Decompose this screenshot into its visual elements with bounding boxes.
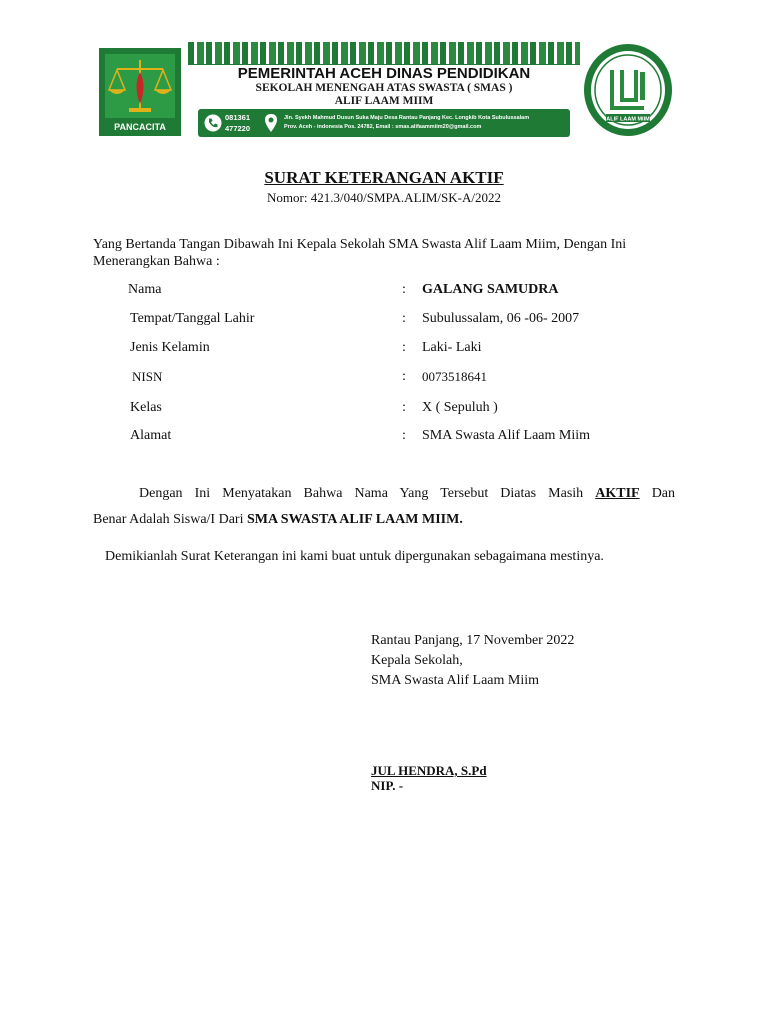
signer-name: JUL HENDRA, S.Pd (371, 763, 487, 778)
phone-icon (204, 114, 222, 132)
letterhead-center (188, 42, 580, 140)
statement-line1: Dengan Ini Menyatakan Bahwa Nama Yang Tersebut Diatas Masih AKTIF Dan (139, 486, 676, 501)
field-label-nisn: NISN (132, 369, 163, 384)
field-label-gender: Jenis Kelamin (130, 340, 210, 355)
school-address: Jln. Syekh Mahmud Dusun Suka Maju Desa Rantau Panjang Kec. Longkib Kota Subulussalam Prov. Aceh - indonesia Pos. 24782, Email : smas.alifaammiim20@gmail.com (284, 115, 530, 130)
field-label-address: Alamat (130, 428, 172, 443)
field-value-nama: GALANG SAMUDRA (422, 282, 559, 297)
field-label-nama: Nama (128, 282, 162, 297)
government-heading: PEMERINTAH ACEH DINAS PENDIDIKAN (237, 65, 531, 82)
left-logo-caption: PANCACITA (103, 120, 177, 134)
signer-nip: NIP. - (371, 778, 404, 793)
statement-line2: Benar Adalah Siswa/I Dari SMA SWASTA ALIF LAAM MIIM. (93, 512, 463, 527)
field-colon: : (402, 369, 406, 384)
school-name-heading: ALIF LAAM MIIM (334, 95, 434, 107)
contact-bar (198, 109, 570, 137)
document-number: Nomor: 421.3/040/SMPA.ALIM/SK-A/2022 (267, 190, 501, 205)
right-logo-caption: ALIF LAAM MIIM (606, 116, 650, 123)
phone-number: 081361 477220 (225, 113, 251, 133)
field-colon: : (402, 282, 406, 297)
school-type-heading: SEKOLAH MENENGAH ATAS SWASTA ( SMAS ) (255, 82, 513, 94)
pancacita-logo (95, 42, 185, 142)
alif-laam-miim-logo (582, 42, 674, 142)
field-value-birth: Subulussalam, 06 -06- 2007 (422, 311, 580, 326)
field-value-class: X ( Sepuluh ) (422, 400, 498, 415)
closing-paragraph: Demikianlah Surat Keterangan ini kami buat untuk dipergunakan sebagaimana mestinya. (105, 549, 604, 564)
status-active: AKTIF (595, 486, 640, 501)
field-colon: : (402, 311, 406, 326)
field-value-address: SMA Swasta Alif Laam Miim (422, 428, 590, 443)
document-title: SURAT KETERANGAN AKTIF (264, 168, 504, 187)
letterhead (95, 42, 675, 142)
field-colon: : (402, 400, 406, 415)
signer-position: Kepala Sekolah, (371, 653, 463, 668)
location-pin-icon (264, 113, 278, 133)
signer-institution: SMA Swasta Alif Laam Miim (371, 673, 539, 688)
place-date: Rantau Panjang, 17 November 2022 (371, 633, 575, 648)
statement-school: SMA SWASTA ALIF LAAM MIIM. (246, 512, 463, 527)
field-value-nisn: 0073518641 (422, 369, 487, 384)
field-label-class: Kelas (130, 400, 162, 415)
field-value-gender: Laki- Laki (422, 340, 482, 355)
field-colon: : (402, 340, 406, 355)
calligraphy-banner (188, 42, 580, 65)
intro-paragraph: Yang Bertanda Tangan Dibawah Ini Kepala Sekolah SMA Swasta Alif Laam Miim, Dengan Ini Menerangkan Bahwa : (93, 237, 627, 269)
field-colon: : (402, 428, 406, 443)
field-label-birth: Tempat/Tanggal Lahir (130, 311, 255, 326)
